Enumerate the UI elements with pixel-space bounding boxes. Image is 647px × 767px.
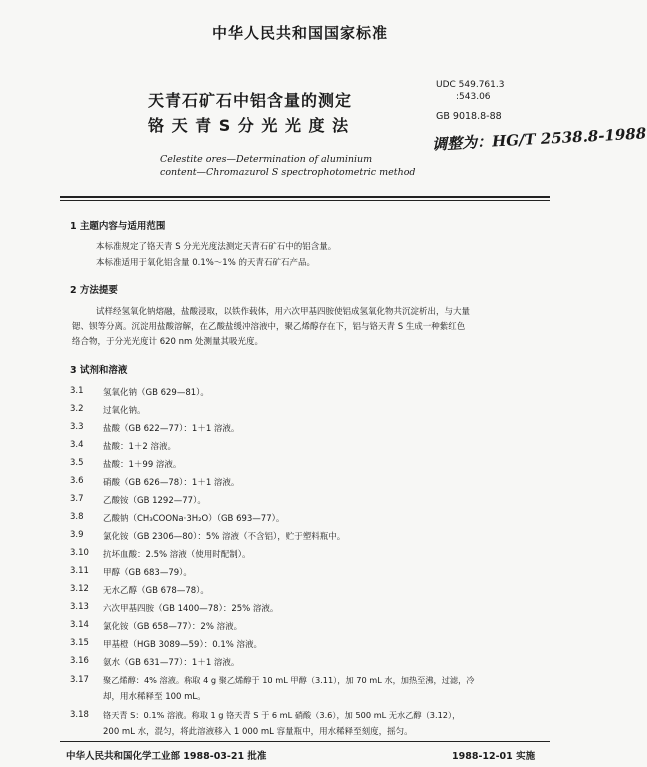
item-text: 过氧化钠。: [103, 406, 146, 416]
top-rule-thin: [60, 200, 550, 201]
item-text: 六次甲基四胺（GB 1400—78）：25% 溶液。: [103, 604, 279, 614]
title-line-1: 天青石矿石中铝含量的测定: [148, 91, 353, 110]
item-number: 3.2: [70, 404, 84, 414]
section-3-heading: 3 试剂和溶液: [70, 365, 128, 376]
item-text: 盐酸：1＋99 溶液。: [103, 460, 182, 470]
item-text: 硝酸（GB 626—78）：1＋1 溶液。: [103, 478, 240, 488]
section-2-line-3: 络合物，于分光光度计 620 nm 处测量其吸光度。: [72, 337, 263, 347]
item-number: 3.11: [70, 566, 89, 576]
item-text: 氢氧化钠（GB 629—81）。: [103, 388, 209, 398]
item-number: 3.16: [70, 656, 89, 666]
section-2-line-2: 锶、钡等分离。沉淀用盐酸溶解，在乙酸盐缓冲溶液中，聚乙烯醇存在下，铝与铬天青 S 生成一种紫红色: [72, 322, 466, 332]
item-text: 氯化铵（GB 658—77）：2% 溶液。: [103, 622, 243, 632]
item-text: 乙酸铵（GB 1292—77）。: [103, 496, 206, 506]
item-number: 3.17: [70, 675, 89, 685]
item-number: 3.5: [70, 458, 84, 468]
item-number: 3.12: [70, 584, 89, 594]
gb-number: GB 9018.8-88: [436, 111, 502, 122]
item-number: 3.6: [70, 476, 84, 486]
item-17-continuation: 却，用水稀释至 100 mL。: [103, 692, 206, 702]
item-text: 抗坏血酸：2.5% 溶液（使用时配制）。: [103, 550, 251, 560]
title-line-2: 铬 天 青 S 分 光 光 度 法: [148, 116, 350, 135]
footer-rule: [60, 741, 550, 742]
item-number: 3.15: [70, 638, 89, 648]
item-number: 3.14: [70, 620, 89, 630]
item-text: 盐酸（GB 622—77）：1＋1 溶液。: [103, 424, 240, 434]
item-text: 铬天青 S：0.1% 溶液。称取 1 g 铬天青 S 于 6 mL 硝酸（3.6），加 500 mL 无水乙醇（3.12），: [103, 710, 461, 720]
udc-code-2: :543.06: [456, 92, 491, 102]
english-title-line-2: content—Chromazurol S spectrophotometric method: [160, 167, 416, 178]
item-number: 3.7: [70, 494, 84, 504]
item-text: 乙酸钠（CH₃COONa·3H₂O）（GB 693—77）。: [103, 514, 285, 524]
item-number: 3.18: [70, 710, 89, 720]
item-text: 氨水（GB 631—77）：1＋1 溶液。: [103, 658, 240, 668]
item-text: 甲醇（GB 683—79）。: [103, 568, 192, 578]
item-text: 甲基橙（HGB 3089—59）：0.1% 溶液。: [103, 640, 263, 650]
item-18-continuation: 200 mL 水，混匀，将此溶液移入 1 000 mL 容量瓶中，用水稀释至刻度，摇匀。: [103, 727, 413, 737]
item-text: 氯化铵（GB 2306—80）：5% 溶液（不含铝），贮于塑料瓶中。: [103, 532, 346, 542]
item-number: 3.8: [70, 512, 84, 522]
handwritten-note: 调整为：HG/T 2538.8-1988: [431, 124, 647, 154]
item-number: 3.3: [70, 422, 84, 432]
section-1-paragraph-1: 本标准规定了铬天青 S 分光光度法测定天青石矿石中的铝含量。: [96, 242, 337, 252]
item-text: 盐酸：1＋2 溶液。: [103, 442, 177, 452]
section-2-heading: 2 方法提要: [70, 285, 118, 296]
section-1-heading: 1 主题内容与适用范围: [70, 221, 166, 232]
item-number: 3.13: [70, 602, 89, 612]
section-2-line-1: 试样经氢氧化钠熔融，盐酸浸取，以铁作载体，用六次甲基四胺使铝成氢氧化物共沉淀析出，与大量: [96, 307, 471, 317]
section-1-paragraph-2: 本标准适用于氧化铝含量 0.1%～1% 的天青石矿石产品。: [96, 258, 315, 268]
approval-line: 中华人民共和国化学工业部 1988-03-21 批准: [66, 751, 267, 762]
item-number: 3.1: [70, 386, 84, 396]
item-number: 3.10: [70, 548, 89, 558]
item-number: 3.9: [70, 530, 84, 540]
udc-code: UDC 549.761.3: [436, 80, 505, 90]
item-text: 无水乙醇（GB 678—78）。: [103, 586, 209, 596]
item-text: 聚乙烯醇：4% 溶液。称取 4 g 聚乙烯醇于 10 mL 甲醇（3.11），加 70 mL 水，加热至沸，过滤，冷: [103, 675, 475, 685]
english-title-line-1: Celestite ores—Determination of aluminium: [160, 154, 373, 165]
implementation-date: 1988-12-01 实施: [452, 751, 536, 762]
standard-header: 中华人民共和国国家标准: [211, 24, 388, 42]
top-rule: [60, 196, 550, 198]
item-number: 3.4: [70, 440, 84, 450]
